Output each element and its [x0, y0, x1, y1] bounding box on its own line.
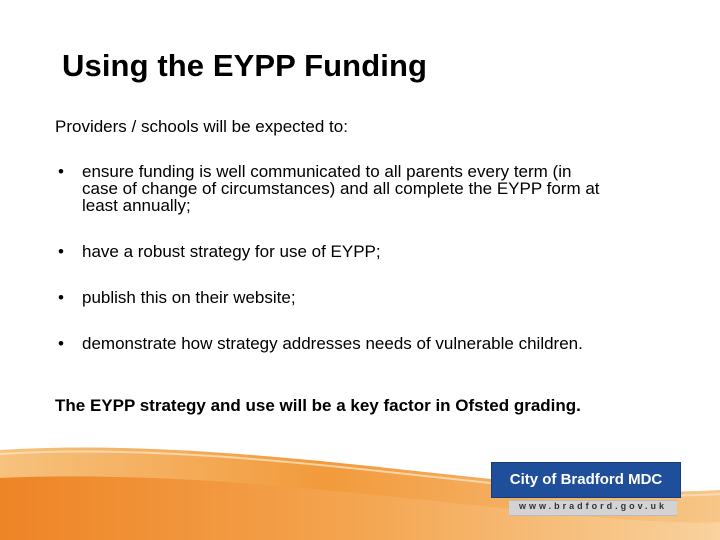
bullet-item [55, 243, 705, 260]
bullet-line: ensure funding is well communicated to all parents every term (in [82, 162, 572, 181]
bullet-line: demonstrate how strategy addresses needs of vulnerable children. [82, 334, 583, 353]
bullet-line: have a robust strategy for use of EYPP; [82, 242, 381, 261]
bullet-marker: • [58, 288, 64, 307]
bullet-line: least annually; [82, 196, 191, 215]
slide-title: Using the EYPP Funding [62, 48, 428, 83]
bullet-line: publish this on their website; [82, 288, 296, 307]
bullet-item [55, 335, 705, 352]
closing-statement: The EYPP strategy and use will be a key factor in Ofsted grading. [55, 396, 581, 415]
logo-name: City of Bradford MDC [509, 471, 663, 488]
bullet-marker: • [58, 162, 64, 181]
bullet-list [55, 163, 705, 381]
logo-url: www.bradford.gov.uk [518, 501, 667, 511]
bullet-line: case of change of circumstances) and all complete the EYPP form at [82, 179, 600, 198]
bradford-council-logo [491, 462, 683, 522]
bullet-item [55, 163, 705, 214]
bullet-item [55, 289, 705, 306]
bullet-marker: • [58, 334, 64, 353]
bullet-marker: • [58, 242, 64, 261]
intro-text: Providers / schools will be expected to: [55, 117, 348, 136]
